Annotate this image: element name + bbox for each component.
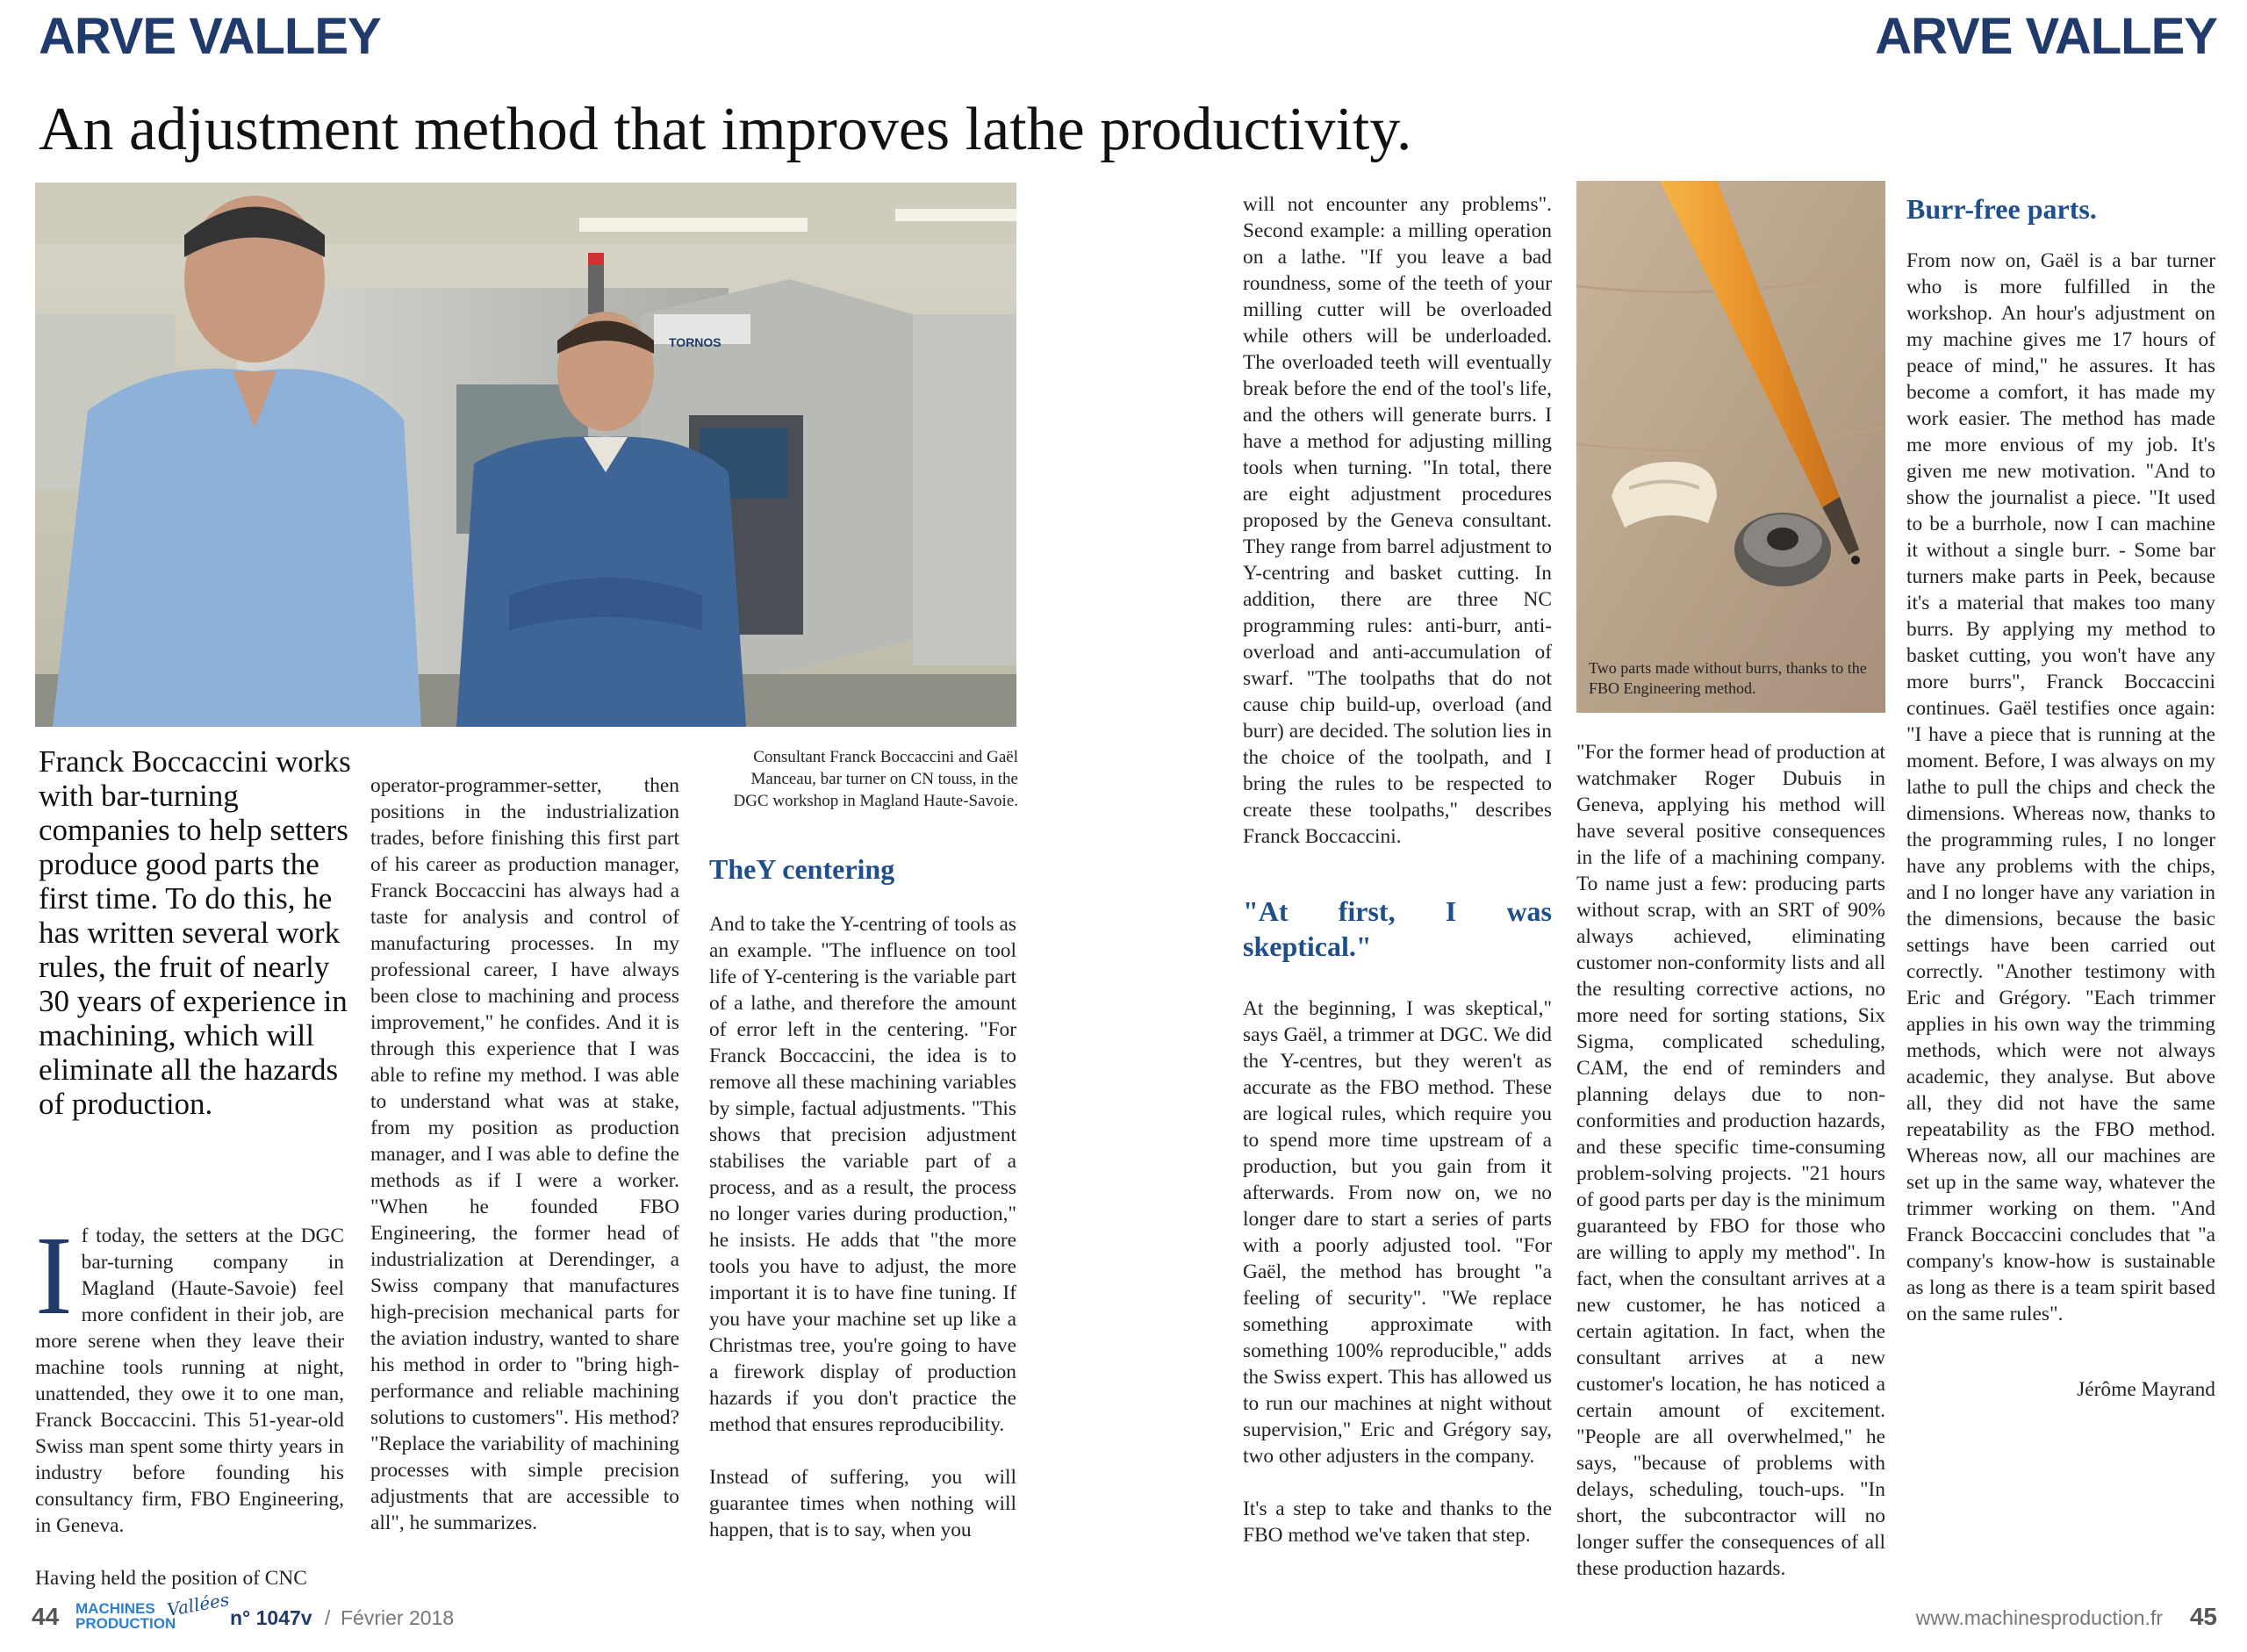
drop-cap: I [35, 1213, 73, 1338]
paragraph: And to take the Y-centring of tools as an example. "The influence on tool life of Y-centering is the variable part of a lathe, and therefore the amount of error left in the centering. "For Franck Boccaccini, the idea is to remove all these machining variables by simple, factual adjustments. "This shows that precision adjustment stabilises the variable part of a process, and as a result, the process no longer varies during production," he insists. He adds that "the more tools you have to adjust, the more important it is to have fine tuning. If you have your machine set up like a Christmas tree, you're going to have a firework display of production hazards if you don't practice the method that ensures reproducibility. [709, 913, 1016, 1436]
paragraph: Having held the position of CNC [35, 1567, 307, 1590]
parts-photo-caption: Two parts made without burrs, thanks to the FBO Engineering method. [1589, 659, 1867, 697]
main-photo-caption: Consultant Franck Boccaccini and Gaël Manceau, bar turner on CN touss, in the DGC workshop in Magland Haute-Savoie. [733, 748, 1018, 810]
issue-number: n° 1047v [230, 1606, 312, 1629]
paragraph: Instead of suffering, you will guarantee times when nothing will happen, that is to say, when you [709, 1466, 1016, 1541]
workshop-photo [35, 183, 1016, 727]
standfirst: Franck Boccaccini works with bar-turning companies to help setters produce good parts the first time. To do this, he has written several work rules, the fruit of nearly 30 years of experience in machining, which will eliminate all the hazards of production. [39, 744, 351, 1121]
article-column-4 [1243, 191, 1552, 1548]
workshop-photo-illustration [35, 183, 1016, 727]
article-column-3 [709, 851, 1016, 1543]
paragraph: From now on, Gaël is a bar turner who is more fulfilled in the workshop. An hour's adjustment on my machine gives me 17 hours of peace of mind," he assures. It has become a comfort, it has made my work easier. The method has made me more envious of my job. It's given me new motivation. "And to show the journalist a piece. "It used to be a burrhole, now I can machine it without a single burr. - Some bar turners make parts in Peek, because it's a material that makes too many burrs. By applying my method to basket cutting, you won't have any more burrs", Franck Boccaccini continues. Gaël testifies once again: "I have a piece that is running at the moment. Before, I was always on my lathe to pull the chips and check the dimensions. Whereas now, thanks to the programming rules, I no longer have any problems with the chips, and I no longer have any variation in the dimensions, because the basic settings have been carried out correctly. "Another testimony with Eric and Grégory. "Each trimmer applies in his own way the trimming methods, which were not always academic, they analyse. But above all, they did not have the same repeatability as the FBO method. Whereas now, all our machines are set up in the same way, whatever the trimmer working on them. "And Franck Boccaccini concludes that "a company's know-how is sustainable as long as there is a team spirit based on the same rules". [1906, 249, 2215, 1325]
article-column-1 [35, 1213, 344, 1591]
parts-photo [1576, 181, 1885, 713]
intro-paragraph: If today, the setters at the DGC bar-turning company in Magland (Haute-Savoie) feel more confident in their job, are more serene when they leave their machine tools running at night, unattended, they owe it to one man, Franck Boccaccini. This 51-year-old Swiss man spent some thirty years in industry before founding his consultancy firm, FBO Engineering, in Geneva. [35, 1213, 344, 1537]
subheading-burr-free: Burr-free parts. [1906, 193, 2097, 225]
headline: An adjustment method that improves lathe productivity. [39, 96, 1412, 163]
article-column-5 [1576, 739, 1885, 1582]
subheading-skeptical: "At first, I was skeptical." [1243, 895, 1552, 962]
paragraph: operator-programmer-setter, then positions in the industrialization trades, before finishing this first part of his career as production manager, Franck Boccaccini has always had a taste for analysis and control of manufacturing processes. In my professional career, I have always been close to machining and process improvement," he confides. And it is through this experience that I was able to refine my method. I was able to understand what was at stake, from my position as production manager, and I was able to define the methods as if I were a worker. "When he founded FBO Engineering, the former head of industrialization at Derendinger, a Swiss company that manufactures high-precision mechanical parts for the aviation industry, wanted to share his method in order to "bring high-performance and reliable machining solutions to customers". His method? "Replace the variability of machining processes with simple precision adjustments that are accessible to all", he summarizes. [370, 774, 679, 1534]
website-link[interactable]: www.machinesproduction.fr [1915, 1606, 2163, 1629]
article-column-2 [370, 772, 679, 1536]
page-number-left: 44 [32, 1603, 60, 1630]
subheading-y-centering: TheY centering [709, 853, 895, 885]
article-column-6 [1906, 191, 2215, 1403]
paragraph: "For the former head of production at watchmaker Roger Dubuis in Geneva, applying his method will have several positive consequences in the life of a machining company. To name just a few: producing parts without scrap, with an SRT of 90% always achieved, eliminating customer non-conformity lists and all the resulting corrective actions, no more need for sorting stations, Six Sigma, complicated scheduling, CAM, the end of reminders and planning delays due to non-conformities and production hazards, and these specific time-consuming problem-solving projects. "21 hours of good parts per day is the minimum guaranteed by FBO for those who are willing to apply my method". In fact, when the consultant arrives at a new customer, he has noticed a certain agitation. In fact, when the consultant arrives at a new customer's location, he has noticed a certain amount of excitement. "People are all overwhelmed," he says, "because of problems with delays, scheduling, touch-ups. "In short, the subcontractor will no longer suffer the consequences of all these production hazards. [1576, 741, 1885, 1580]
parts-photo-illustration [1576, 181, 1885, 713]
paragraph: At the beginning, I was skeptical," says Gaël, a trimmer at DGC. We did the Y-centres, but they weren't as accurate as the FBO method. These are logical rules, which require you to spend more time upstream of a production, but you gain from it afterwards. From now on, we no longer dare to start a series of parts with a poorly adjusted tool. "For Gaël, the method has brought "a feeling of security". "We replace something approximate with something 100% reproducible," adds the Swiss expert. This has allowed us to run our machines at night without supervision," Eric and Grégory say, two other adjusters in the company. [1243, 997, 1552, 1468]
section-label-right: ARVE VALLEY [1875, 8, 2217, 65]
issue-date: Février 2018 [341, 1606, 455, 1629]
author-byline: Jérôme Mayrand [2077, 1378, 2215, 1401]
logo-script: Vallées [165, 1588, 231, 1621]
magazine-logo [75, 1588, 233, 1640]
logo-word-production: PRODUCTION [75, 1615, 176, 1632]
section-label-left: ARVE VALLEY [39, 8, 381, 65]
page-number-right: 45 [2189, 1603, 2217, 1630]
footer-separator: / [325, 1606, 331, 1629]
paragraph: will not encounter any problems". Second example: a milling operation on a lathe. "If you leave a bad roundness, some of the teeth of your milling cutter will be overloaded while others will be underloaded. The overloaded teeth will eventually break before the end of the tool's life, and the others will generate burrs. I have a method for adjusting milling tools when turning. "In total, there are eight adjustment procedures proposed by the Geneva consultant. They range from barrel adjustment to Y-centring and basket cutting. In addition, there are three NC programming rules: anti-burr, anti-overload and anti-accumulation of swarf. "The toolpaths that do not cause chip build-up, overload (and burr) are decided. The solution lies in the choice of the toolpath, and I bring the rules to be respected to create these toolpaths," describes Franck Boccaccini. [1243, 193, 1552, 848]
paragraph: It's a step to take and thanks to the FBO method we've taken that step. [1243, 1498, 1552, 1547]
machine-brand-label: TORNOS [669, 335, 721, 349]
logo-word-machines: MACHINES [75, 1600, 155, 1617]
